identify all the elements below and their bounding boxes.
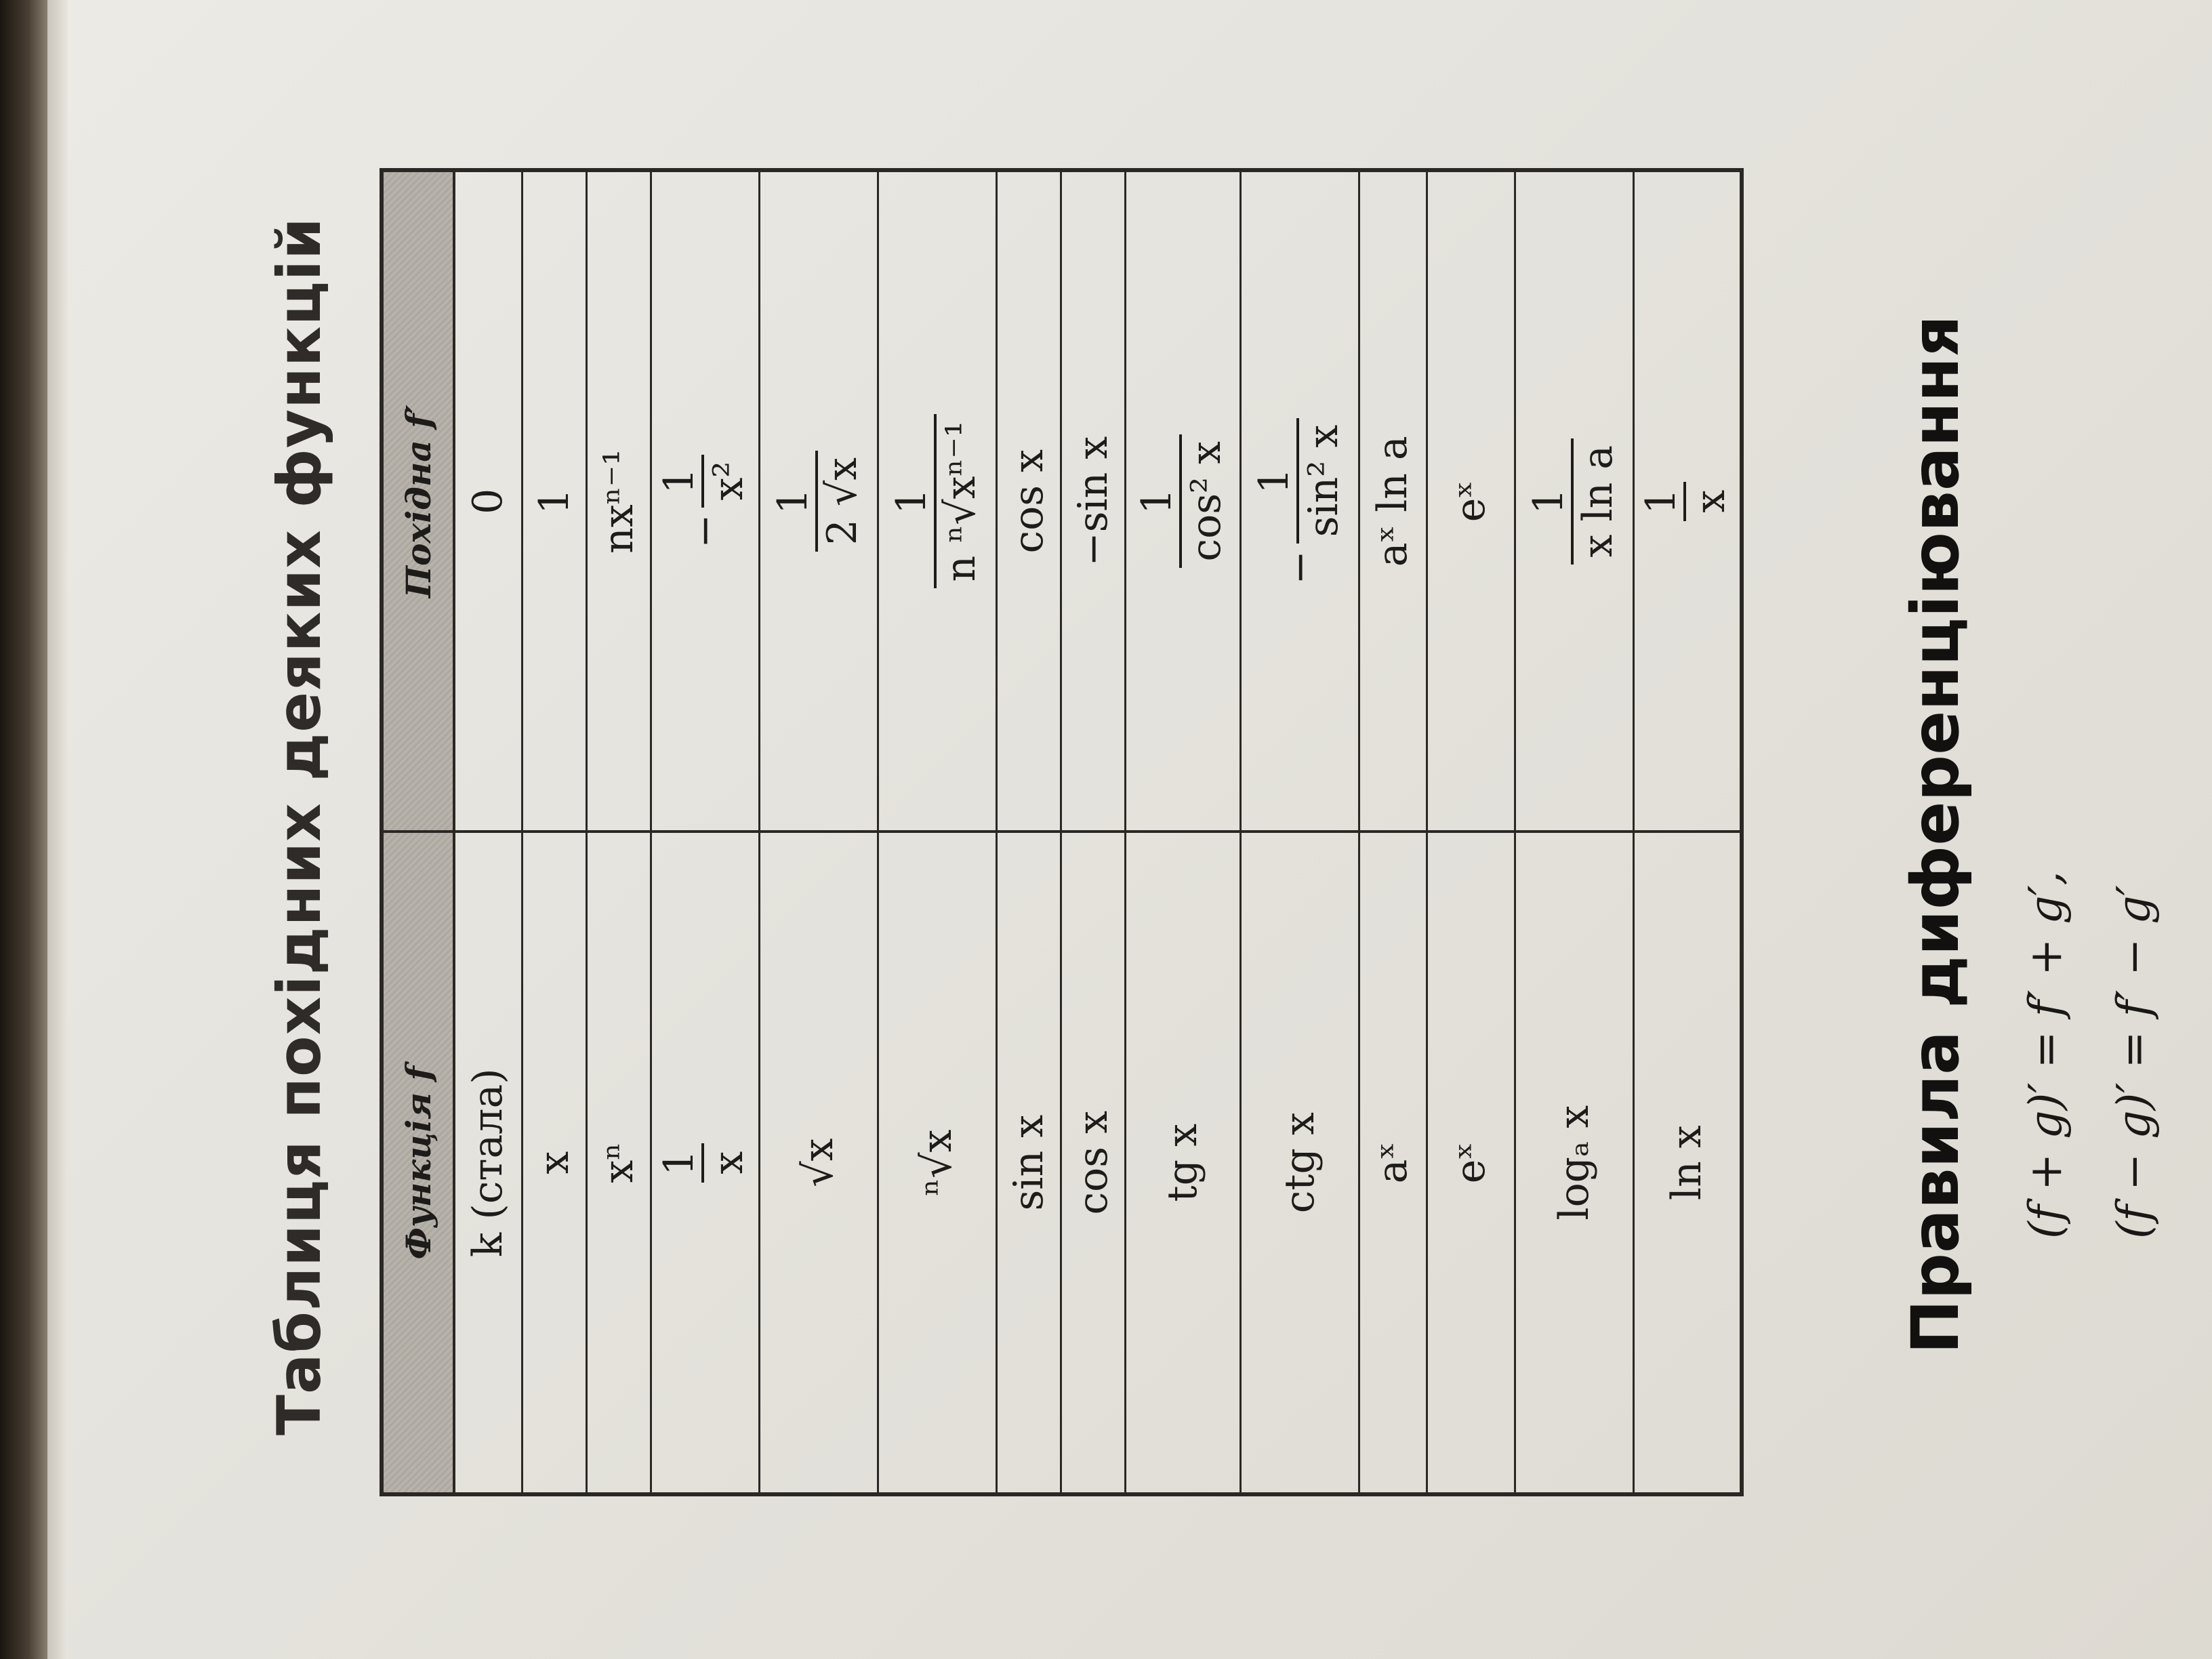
fraction-denominator: x ln a [1574, 445, 1622, 558]
function-cell [759, 832, 878, 1494]
function-cell [996, 832, 1061, 1494]
derivative-cell [1125, 170, 1240, 832]
fraction-denominator: sin² x [1299, 424, 1347, 537]
function-cell [522, 832, 586, 1494]
table-body [454, 170, 1742, 1494]
table-row [586, 170, 651, 1494]
table-row [1427, 170, 1515, 1494]
function-cell [1633, 832, 1742, 1494]
fraction-denominator: 2 √x [818, 457, 866, 546]
derivative-formula: 1 [530, 488, 578, 514]
function-formula: xⁿ [594, 1142, 642, 1183]
fraction-numerator: 1 [889, 414, 937, 588]
function-formula: eˣ [1447, 1142, 1494, 1184]
derivative-formula: aˣ ln a [1369, 436, 1416, 567]
derivative-formula: 0 [464, 488, 512, 514]
derivative-cell [651, 170, 759, 832]
function-cell [878, 832, 996, 1494]
function-cell [586, 832, 651, 1494]
table-row [759, 170, 878, 1494]
function-cell [1427, 832, 1515, 1494]
derivative-cell [1359, 170, 1427, 832]
derivative-cell [1240, 170, 1359, 832]
fraction [889, 414, 985, 588]
derivative-cell [586, 170, 651, 832]
fraction-denominator: n ⁿ√xⁿ⁻¹ [937, 421, 985, 582]
rule-difference: (f − g)′ = f′ − g′ [2108, 885, 2160, 1239]
table-row [996, 170, 1061, 1494]
fraction [1526, 438, 1622, 565]
fraction-numerator: 1 [1134, 434, 1182, 568]
fraction [1134, 434, 1231, 568]
function-formula: logₐ x [1550, 1105, 1598, 1221]
table-row [878, 170, 996, 1494]
table-row [651, 170, 759, 1494]
fraction-denominator: x [1687, 489, 1735, 513]
function-cell [1359, 832, 1427, 1494]
function-formula: aˣ [1369, 1142, 1416, 1184]
rule-sum: (f + g)′ = f′ + g′, [2020, 871, 2072, 1239]
rules-heading: Правила диференціювання [1898, 315, 1973, 1354]
table-row [1359, 170, 1427, 1494]
derivative-formula: cos x [1004, 449, 1052, 554]
fraction-numerator: 1 [657, 455, 704, 508]
header-function: Функція f [382, 832, 454, 1494]
page-edge [47, 0, 68, 1659]
fraction [657, 1143, 753, 1183]
fraction-numerator: 1 [1526, 438, 1574, 565]
derivative-cell [522, 170, 586, 832]
function-formula: x [530, 1151, 578, 1174]
fraction [1639, 482, 1735, 521]
function-formula: ctg x [1275, 1112, 1324, 1214]
fraction-denominator: cos² x [1183, 441, 1230, 562]
fraction-numerator: 1 [1639, 482, 1686, 521]
table-row [522, 170, 586, 1494]
function-cell [454, 832, 522, 1494]
book-spine-shadow [0, 0, 47, 1659]
derivative-cell [454, 170, 522, 832]
derivative-formula: eˣ [1447, 480, 1494, 523]
function-formula: ln x [1663, 1125, 1711, 1201]
derivative-cell [878, 170, 996, 832]
fraction [657, 455, 753, 508]
function-formula: k (стала) [464, 1068, 512, 1258]
derivatives-table [380, 168, 1744, 1496]
fraction-numerator: 1 [771, 451, 818, 552]
fraction-numerator: 1 [1252, 418, 1299, 544]
function-cell [651, 832, 759, 1494]
table-row [1633, 170, 1742, 1494]
table-row [1240, 170, 1359, 1494]
derivative-formula: −sin x [1069, 436, 1117, 567]
function-formula: ⁿ√x [913, 1129, 961, 1196]
function-cell [1240, 832, 1359, 1494]
page-content [68, 0, 2212, 1659]
function-cell [1061, 832, 1125, 1494]
table-row [454, 170, 522, 1494]
fraction [771, 451, 867, 552]
derivative-cell [1515, 170, 1633, 832]
function-cell [1125, 832, 1240, 1494]
derivative-cell [1633, 170, 1742, 832]
minus-sign: − [681, 514, 729, 548]
derivative-cell [1427, 170, 1515, 832]
fraction-denominator: x² [705, 461, 752, 501]
function-formula: sin x [1004, 1114, 1052, 1211]
fraction-denominator: x [705, 1151, 752, 1174]
function-formula: cos x [1069, 1111, 1117, 1215]
table-row [1515, 170, 1633, 1494]
derivative-cell [1061, 170, 1125, 832]
table-row [1125, 170, 1240, 1494]
function-formula: √x [794, 1138, 842, 1187]
function-formula: tg x [1159, 1124, 1206, 1202]
fraction [1252, 418, 1348, 544]
table-header-row [382, 170, 454, 1494]
fraction-numerator: 1 [657, 1143, 704, 1183]
derivative-cell [996, 170, 1061, 832]
derivative-cell [759, 170, 878, 832]
header-derivative: Похідна f′ [382, 170, 454, 832]
minus-sign: − [1275, 550, 1324, 585]
derivative-formula: nxⁿ⁻¹ [594, 449, 642, 554]
function-cell [1515, 832, 1633, 1494]
table-row [1061, 170, 1125, 1494]
page-title: Таблиця похідних деяких функцій [264, 217, 334, 1435]
